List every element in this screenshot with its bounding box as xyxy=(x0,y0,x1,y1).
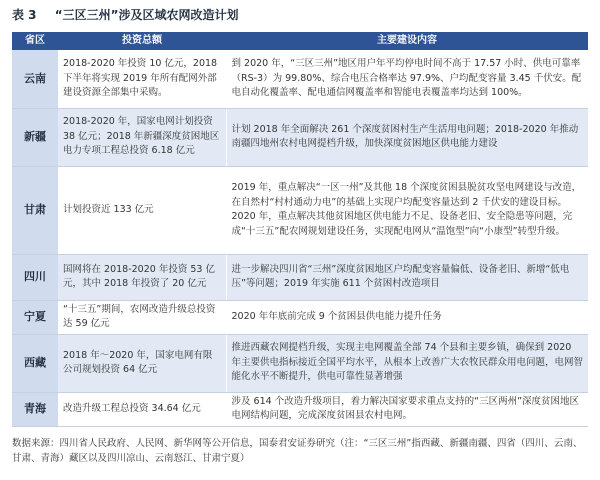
content-cell: 2019 年，重点解决“一区一州”及其他 18 个深度贫困县脱贫攻坚电网建设与改造，在自然村“村村通动力电”的基础上实现户均配变容量达到 2 千伏安的建设目标。2020 年，重点解决其他贫困地区供电能力不足、设备老旧、安全隐患等问题，完成“十三五”配农网规划建设任务，实现配电网从“温饱型”向“小康型”转型升级。 xyxy=(226,166,588,254)
region-cell: 新疆 xyxy=(12,108,58,166)
region-cell: 青海 xyxy=(12,392,58,426)
header-investment: 投资总额 xyxy=(58,32,226,50)
investment-cell: 2018-2020 年，国家电网计划投资 38 亿元；2018 年新疆深度贫困地区电力专项工程总投资 6.18 亿元 xyxy=(58,108,226,166)
header-region: 省区 xyxy=(12,32,58,50)
investment-cell: 2018 年～2020 年，国家电网有限公司规划投资 64 亿元 xyxy=(58,334,226,392)
table-number: 表 3 xyxy=(12,8,37,22)
table-row xyxy=(12,254,588,300)
investment-cell: 国网将在 2018-2020 年投资 53 亿元，其中 2018 年投资了 20 亿元 xyxy=(58,254,226,300)
region-cell: 云南 xyxy=(12,50,58,108)
content-cell: 计划 2018 年全面解决 261 个深度贫困村生产生活用电问题；2018-2020 年推动南疆四地州农村电网提档升级，加快深度贫困地区供电能力建设 xyxy=(226,108,588,166)
content-cell: 到 2020 年，“三区三州”地区用户年平均停电时间不高于 17.57 小时、供电可靠率（RS-3）为 99.80%、综合电压合格率达 97.9%、户均配变容量 3.45 千伏安。配电自动化覆盖率、配电通信网覆盖率和智能电表覆盖率均达到 100%。 xyxy=(226,50,588,108)
investment-cell: “十三五”期间，农网改造升级总投资达 59 亿元 xyxy=(58,300,226,334)
content-cell: 2020 年年底前完成 9 个贫困县供电能力提升任务 xyxy=(226,300,588,334)
table-row xyxy=(12,50,588,108)
table-row xyxy=(12,300,588,334)
table-caption xyxy=(12,6,239,23)
source-note: 数据来源：四川省人民政府、人民网、新华网等公开信息，国泰君安证券研究（注：“三区三州”指西藏、新疆南疆、四省（四川、云南、甘肃、青海）藏区以及四川凉山、云南怒江、甘肃宁夏） xyxy=(12,438,583,464)
region-cell: 甘肃 xyxy=(12,166,58,254)
table-title: “三区三州”涉及区域农网改造计划 xyxy=(54,8,239,22)
header-content: 主要建设内容 xyxy=(226,32,588,50)
table-row xyxy=(12,334,588,392)
table-header-row xyxy=(12,32,588,50)
investment-cell: 改造升级工程总投资 34.64 亿元 xyxy=(58,392,226,426)
table-row xyxy=(12,392,588,426)
region-cell: 四川 xyxy=(12,254,58,300)
table-row xyxy=(12,108,588,166)
investment-cell: 2018-2020 年投资 10 亿元，2018 下半年将实现 2019 年所有配网外部建设资源全部集中采购。 xyxy=(58,50,226,108)
table-row xyxy=(12,166,588,254)
rural-grid-plan-table xyxy=(12,32,588,427)
region-cell: 西藏 xyxy=(12,334,58,392)
region-cell: 宁夏 xyxy=(12,300,58,334)
content-cell: 涉及 614 个改造升级项目，着力解决国家要求重点支持的“三区两州”深度贫困地区电网结构问题，完成深度贫困县农村电网。 xyxy=(226,392,588,426)
investment-cell: 计划投资近 133 亿元 xyxy=(58,166,226,254)
content-cell: 推进西藏农网提档升级，实现主电网覆盖全部 74 个县和主要乡镇，确保到 2020 年主要供电指标接近全国平均水平，从根本上改善广大农牧民群众用电问题，电网智能化水平不断提升，供电可靠性显著增强 xyxy=(226,334,588,392)
content-cell: 进一步解决四川省“三州”深度贫困地区户均配变容量偏低、设备老旧、新增“低电压”等问题；2019 年实施 611 个贫困村改造项目 xyxy=(226,254,588,300)
